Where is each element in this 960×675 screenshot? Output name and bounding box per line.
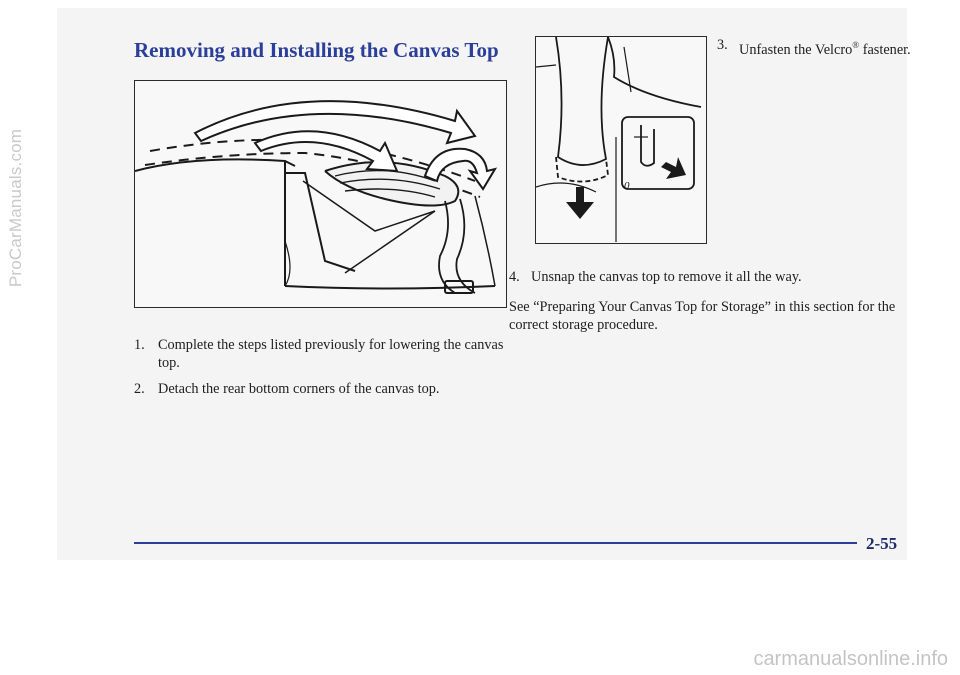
footer-rule	[134, 542, 857, 544]
velcro-fastener-figure	[535, 36, 707, 244]
canvas-top-drawing	[135, 81, 506, 307]
registered-mark: ®	[852, 40, 860, 50]
bottom-watermark: carmanualsonline.info	[753, 648, 948, 670]
canvas-top-removal-figure	[134, 80, 507, 308]
step-item	[134, 336, 514, 372]
side-watermark: ProCarManuals.com	[6, 128, 25, 288]
storage-note: See “Preparing Your Canvas Top for Storage” in this section for the correct storage procedure.	[509, 299, 896, 333]
step-number: 3.	[717, 37, 728, 53]
page-number: 2-55	[866, 534, 898, 553]
steps-list-left	[134, 336, 514, 406]
step-item	[509, 268, 921, 286]
velcro-fastener-drawing	[536, 37, 706, 243]
svg-text:0: 0	[624, 180, 630, 192]
step-text: Unfasten the Velcro® fastener.	[739, 40, 911, 58]
section-title: Removing and Installing the Canvas Top	[134, 38, 499, 62]
step-text: Detach the rear bottom corners of the canvas top.	[158, 381, 440, 397]
step-number: 1.	[134, 337, 145, 353]
step-item	[717, 37, 919, 59]
step-number: 4.	[509, 269, 520, 285]
step-text: Unsnap the canvas top to remove it all the way.	[531, 269, 802, 285]
step-number: 2.	[134, 381, 145, 397]
step-item	[134, 380, 514, 398]
step-text: Complete the steps listed previously for lowering the canvas top.	[158, 337, 504, 371]
